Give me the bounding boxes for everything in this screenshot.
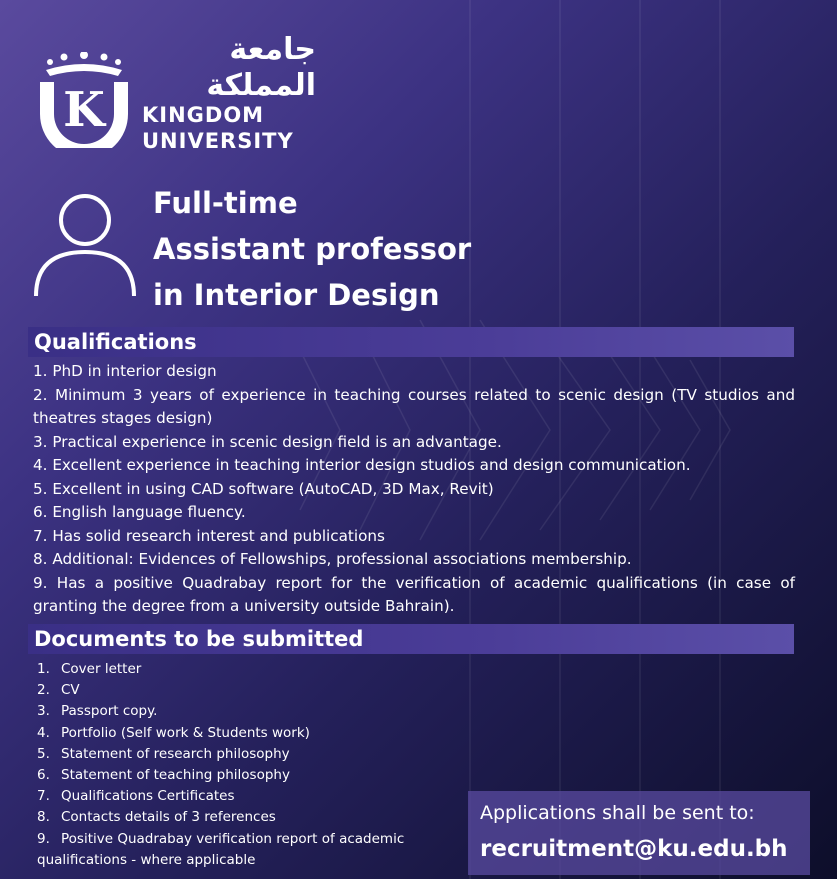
documents-heading-bar: [28, 624, 794, 654]
university-logo: [36, 30, 316, 160]
emblem-letter: K: [63, 82, 105, 138]
list-item: [37, 829, 467, 850]
item-number: 3.: [37, 703, 50, 720]
item-number: 7.: [37, 788, 50, 805]
university-name-arabic: جامعة المملكة: [206, 32, 316, 103]
list-item: 4. Excellent experience in teaching interior design studios and design communication.: [33, 456, 691, 474]
list-item: [37, 701, 467, 722]
list-item: 8. Additional: Evidences of Fellowships, professional associations membership.: [33, 550, 632, 568]
university-name-line1: KINGDOM: [142, 103, 265, 127]
contact-email-link[interactable]: recruitment@ku.edu.bh: [480, 836, 788, 862]
title-line-2: Assistant professor: [153, 232, 472, 266]
qualifications-heading-bar: [28, 327, 794, 357]
item-number: 6.: [37, 767, 50, 784]
list-item: [37, 765, 467, 786]
contact-label: Applications shall be sent to:: [480, 802, 755, 824]
list-item: 2. Minimum 3 years of experience in teaching courses related to scenic design (TV studios and theatres stages design): [33, 385, 795, 427]
university-name-english: [142, 102, 294, 154]
list-item: [37, 680, 467, 701]
list-item: [37, 807, 467, 828]
item-text: Portfolio (Self work & Students work): [61, 724, 310, 741]
title-line-3: in Interior Design: [153, 278, 440, 312]
documents-heading: Documents to be submitted: [34, 627, 364, 651]
title-line-1: Full-time: [153, 186, 298, 220]
university-name-line2: UNIVERSITY: [142, 129, 294, 153]
item-text: Passport copy.: [61, 703, 158, 720]
list-item: [37, 723, 467, 744]
list-item: 6. English language fluency.: [33, 503, 246, 521]
list-item: [37, 744, 467, 765]
list-item: 1. PhD in interior design: [33, 362, 217, 380]
list-item: 5. Excellent in using CAD software (AutoCAD, 3D Max, Revit): [33, 479, 494, 498]
item-text: Positive Quadrabay verification report of academic: [61, 830, 405, 847]
item-text: Contacts details of 3 references: [61, 809, 276, 826]
list-item: [37, 786, 467, 807]
kingdom-emblem-icon: [36, 52, 132, 148]
list-item-continuation: qualifications - where applicable: [37, 851, 256, 868]
item-text: Cover letter: [61, 661, 142, 677]
qualifications-list: [33, 360, 795, 619]
job-title: [153, 180, 471, 318]
item-number: 4.: [37, 724, 50, 741]
user-outline-icon: [30, 188, 140, 300]
item-number: 1.: [37, 661, 50, 677]
item-number: 5.: [37, 745, 50, 762]
item-number: 8.: [37, 809, 50, 826]
documents-list: [37, 659, 467, 871]
item-text: Statement of teaching philosophy: [61, 767, 290, 784]
item-number: 2.: [37, 682, 50, 699]
list-item: 7. Has solid research interest and publications: [33, 526, 385, 545]
item-number: 9.: [37, 830, 50, 847]
list-item: 9. Has a positive Quadrabay report for the verification of academic qualifications (in case of granting the degree from a university outside Bahrain).: [33, 573, 795, 615]
application-contact-box: [468, 791, 810, 875]
item-text: Statement of research philosophy: [61, 745, 290, 762]
qualifications-heading: Qualifications: [34, 330, 197, 354]
item-text: CV: [61, 682, 80, 699]
list-item: 3. Practical experience in scenic design field is an advantage.: [33, 432, 502, 451]
list-item: [37, 659, 467, 680]
item-text: Qualifications Certificates: [61, 788, 235, 805]
